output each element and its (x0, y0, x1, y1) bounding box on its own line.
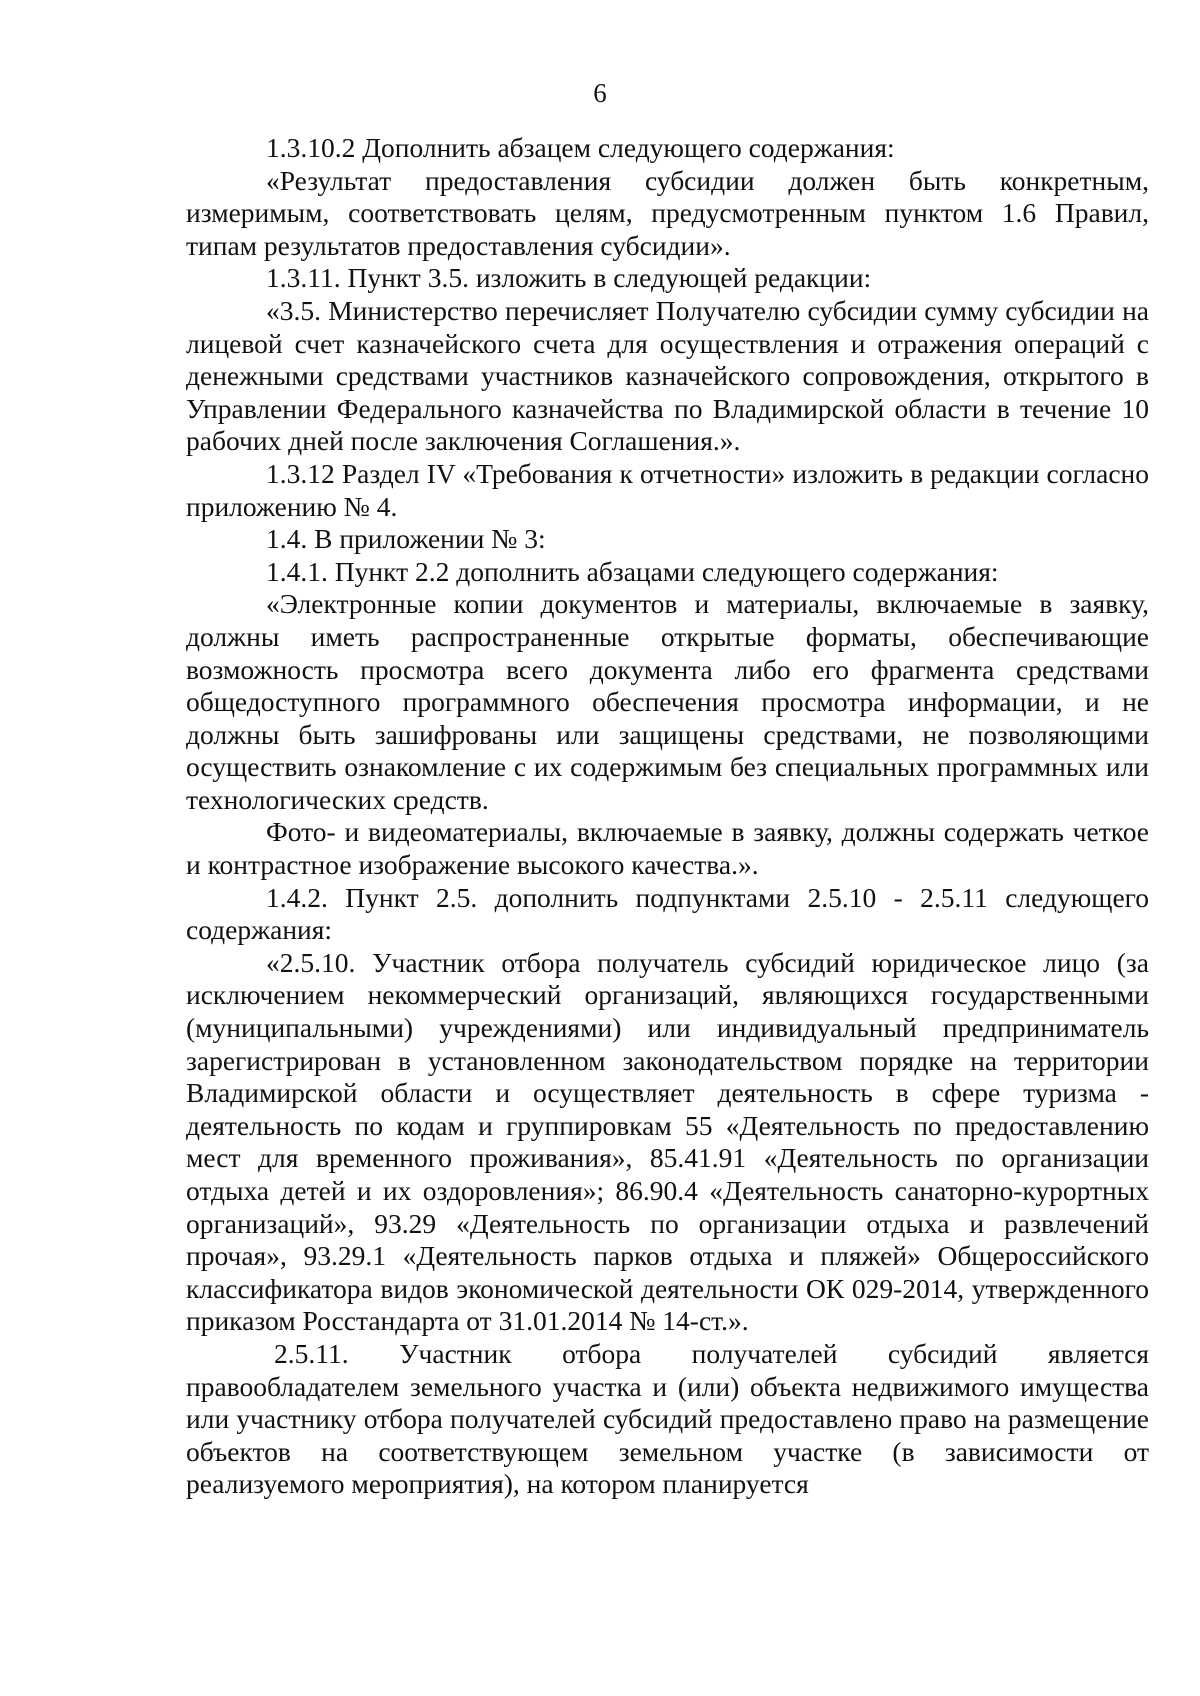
paragraph-1-3-11: 1.3.11. Пункт 3.5. изложить в следующей редакции: (266, 262, 872, 294)
paragraph-2-5-11: 2.5.11. Участник отбора получателей субсидий является правообладателем земельного участка и (или) объекта недвижимого имущества или участнику отбора получателей субсидий предоставлено право на размещение объектов на соответствующем земельном участке (в зависимости от реализуемого мероприятия), на котором планируется (186, 1337, 1149, 1500)
paragraph-1-3-10-2: 1.3.10.2 Дополнить абзацем следующего содержания: (266, 132, 895, 163)
paragraph-1-3-12: 1.3.12 Раздел IV «Требования к отчетности» изложить в редакции согласно приложению № 4. (186, 457, 1149, 522)
paragraph-1-4-2: 1.4.2. Пункт 2.5. дополнить подпунктами 2.5.10 - 2.5.11 следующего содержания: (186, 881, 1149, 946)
page-number: 6 (593, 78, 607, 108)
paragraph-1-4-1: 1.4.1. Пункт 2.2 дополнить абзацами следующего содержания: (266, 555, 999, 587)
paragraph-quote-3-5: «3.5. Министерство перечисляет Получателю субсидии сумму субсидии на лицевой счет казначейского счета для осуществления и отражения операций с денежными средствами участников казначейского сопровождения, открытого в Управлении Федерального казначейства по Владимирской области в течение 10 рабочих дней после заключения Соглашения.». (186, 294, 1149, 457)
paragraph-quote-2-5-10: «2.5.10. Участник отбора получатель субсидий юридическое лицо (за исключением некоммерческий организаций, являющихся государственными (муниципальными) учреждениями) или индивидуальный предприниматель зарегистрирован в установленном законодательством порядке на территории Владимирской области и осуществляет деятельность в сфере туризма - деятельность по кодам и группировкам 55 «Деятельность по предоставлению мест для временного проживания», 85.41.91 «Деятельность по организации отдыха детей и их оздоровления»; 86.90.4 «Деятельность санаторно-курортных организаций», 93.29 «Деятельность по организации отдыха и развлечений прочая», 93.29.1 «Деятельность парков отдыха и пляжей» Общероссийского классификатора видов экономической деятельности ОК 029-2014, утвержденного приказом Росстандарта от 31.01.2014 № 14-ст.». (186, 946, 1149, 1337)
paragraph-quote-result: «Результат предоставления субсидии должен быть конкретным, измеримым, соответствовать целям, предусмотренным пунктом 1.6 Правил, типам результатов предоставления субсидии». (186, 164, 1149, 261)
paragraph-photo-video: Фото- и видеоматериалы, включаемые в заявку, должны содержать четкое и контрастное изображение высокого качества.». (186, 816, 1149, 881)
paragraph-quote-electronic-copies: «Электронные копии документов и материалы, включаемые в заявку, должны иметь распространенные открытые форматы, обеспечивающие возможность просмотра всего документа либо его фрагмента средствами общедоступного программного обеспечения просмотра информации, и не должны быть зашифрованы или защищены средствами, не позволяющими осуществить ознакомление с их содержимым без специальных программных или технологических средств. (186, 588, 1149, 815)
document-body (186, 132, 1149, 1501)
paragraph-1-4: 1.4. В приложении № 3: (266, 523, 546, 555)
